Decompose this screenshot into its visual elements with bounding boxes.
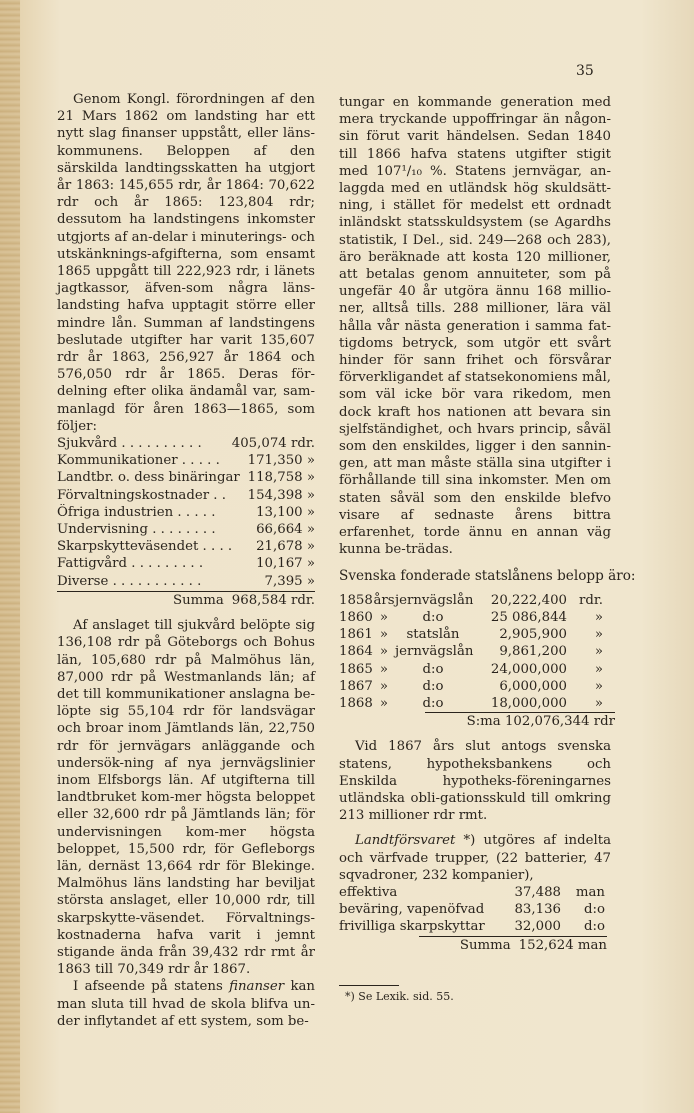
expense-row: Skarpskytteväsendet . . . . 21,678 » bbox=[57, 539, 315, 555]
page-number: 35 bbox=[576, 63, 594, 79]
right-column bbox=[339, 94, 636, 954]
military-row: beväring, vapenöfvad 83,136 d:o bbox=[339, 902, 605, 918]
loan-row: 1868 » d:o 18,000,000 » bbox=[339, 695, 603, 711]
loan-row: 1861 » statslån 2,905,900 » bbox=[339, 627, 603, 643]
loans-heading: Svenska fonderade statslånens belopp äro: bbox=[339, 568, 636, 585]
military-row: effektiva 37,488 man bbox=[339, 884, 605, 900]
fraction-value: 107¹/₁₀ %. bbox=[376, 163, 447, 179]
expense-row: Undervisning . . . . . . . . 66,664 » bbox=[57, 522, 315, 538]
loan-row: 1865 » d:o 24,000,000 » bbox=[339, 661, 603, 677]
expense-row: Kommunikationer . . . . . 171,350 » bbox=[57, 453, 315, 469]
loan-row: 1867 » d:o 6,000,000 » bbox=[339, 678, 603, 694]
left-paragraph-3: I afseende på statens finanser kan man sluta till hvad de skola blifva un-der inflytandet af ett system, som be- bbox=[57, 979, 316, 1029]
expense-row: Fattigvård . . . . . . . . . 10,167 » bbox=[57, 556, 315, 572]
right-paragraph-2: Vid 1867 års slut antogs svenska statens, hypotheksbankens och Enskilda hypotheks-föreningarnes utländska obli-gationsskuld till omkring 213 millioner rdr rmt. bbox=[339, 739, 611, 824]
loan-row: 1860 » d:o 25 086,844 » bbox=[339, 609, 603, 625]
expense-row: Sjukvård . . . . . . . . . . 405,074 rdr. bbox=[57, 436, 315, 452]
loans-sum-row: S:ma 102,076,344 rdr bbox=[425, 712, 615, 730]
military-row: frivilliga skarpskyttar 32,000 d:o bbox=[339, 919, 605, 935]
footnote: *) Se Lexik. sid. 55. bbox=[345, 990, 454, 1003]
military-table bbox=[339, 884, 611, 954]
loans-table bbox=[339, 592, 615, 731]
expense-row: Öfriga industrien . . . . . 13,100 » bbox=[57, 504, 315, 520]
expense-list bbox=[57, 435, 315, 609]
page-spine bbox=[0, 0, 20, 1113]
right-paragraph-1: tungar en kommande generation med mera tryckande uppoffringar än någon-sin förut varit händelsen. Sedan 1840 till 1866 hafva statens utgifter stigit med 107¹/₁₀ %. Statens jernvägar, an-laggda med en utländsk hög skuldsätt-ning, i stället för medelst ett ordnadt inländskt statsskuldsystem (se Agardhs statistik, I Del., sid. 249—268 och 283), äro beräknade att kosta 120 millioner, att betalas genom annuiteter, som på ungefär 40 år utgöra ännu 168 millio-ner, alltså tills. 288 millioner, lära väl hålla vår nästa generation i samma fat-tigdoms betryck, som utgör ett svårt hinder för sann frihet och försvårar förverkligandet af statsekonomiens mål, som väl icke bör vara rikedom, men dock kraft hos nationen att bevara sin sjelfständighet, och hvars princip, såväl som den enskildes, ligger i den sannin-gen, att man måste ställa sina utgifter i förhållande till sina inkomster. Men om staten såväl som den enskilde blefvo visare af sednaste årens bittra erfarenhet, torde ännu en annan väg kunna be-trädas. bbox=[339, 95, 611, 558]
military-sum-row: Summa 152,624 man bbox=[419, 936, 607, 954]
left-paragraph-1: Genom Kongl. förordningen af den 21 Mars 1862 om landsting har ett nytt slag finanser uppstått, eller läns-kommunens. Beloppen af den särskilda landtingsskatten ha utgjort år 1863: 145,655 rdr, år 1864: 70,622 rdr och år 1865: 123,804 rdr; dessutom ha landstingens inkomster utgjorts af an-delar i minuterings- och utskänknings-afgifterna, som ensamt 1865 uppgått till 222,923 rdr, i länets jagtkassor, äfven-som några läns-landsting hafva upptagit större eller mindre lån. Summan af landstingens beslutade utgifter har varit 135,607 rdr år 1863, 256,927 år 1864 och 576,050 rdr år 1865. Deras för-delning efter olika ändamål var, sam-manlagd för åren 1863—1865, som följer: bbox=[57, 92, 315, 434]
left-paragraph-2: Af anslaget till sjukvård belöpte sig 136,108 rdr på Göteborgs och Bohus län, 105,680 rdr på Malmöhus län, 87,000 rdr på Westmanlands län; af det till kommunikationer anslagna be-löpte sig 55,104 rdr för landsvägar och broar inom Jämtlands län, 22,750 rdr för jernvägars anläggande och undersök-ning af nya jernvägslinier inom Elfsborgs län. Af utgifterna till landtbruket kom-mer högsta beloppet eller 32,600 rdr på Jämtlands län; för undervisningen kom-mer högsta beloppet, 15,500 rdr, för Gefleborgs län, dernäst 13,664 rdr för Blekinge. Malmöhus läns landsting har beviljat största anslaget, eller 10,000 rdr, till skarpskytte-väsendet. Förvaltnings-kostnaderna hafva varit i jemnt stigande ända från 39,432 rdr rmt år 1863 till 70,349 rdr år 1867. bbox=[57, 618, 315, 978]
right-paragraph-3: Landtförsvaret *) utgöres af indelta och värfvade trupper, (22 batterier, 47 sqvadroner, 232 kompanier), bbox=[339, 833, 612, 883]
footnote-divider bbox=[339, 985, 399, 986]
expense-row: Förvaltningskostnader . . 154,398 » bbox=[57, 487, 315, 503]
loan-row: 1858 års jernvägslån 20,222,400 rdr. bbox=[339, 592, 603, 608]
expense-row: Landtbr. o. dess binäringar 118,758 » bbox=[57, 470, 315, 486]
expense-row: Diverse . . . . . . . . . . . 7,395 » bbox=[57, 573, 315, 589]
left-column bbox=[57, 91, 315, 1030]
loan-row: 1864 » jernvägslån 9,861,200 » bbox=[339, 644, 603, 660]
expense-sum-row: Summa 968,584 rdr. bbox=[57, 591, 315, 609]
